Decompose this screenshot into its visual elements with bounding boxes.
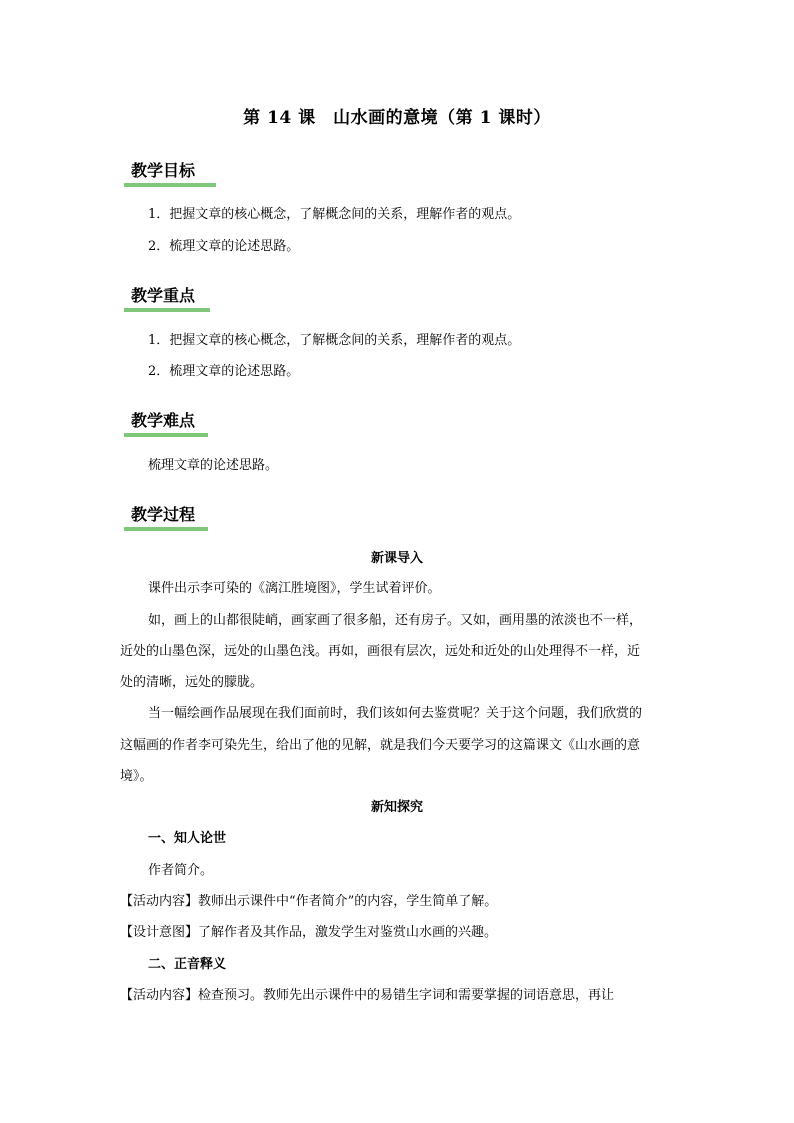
paragraph-line: 如，画上的山都很陡峭，画家画了很多船，还有房子。又如，画用墨的浓淡也不一样，: [148, 613, 643, 628]
page-title: 第 14 课 山水画的意境（第 1 课时）: [243, 108, 551, 128]
paragraph-line: 境》。: [120, 769, 153, 784]
section-heading-objectives: [124, 160, 216, 186]
paragraph-line: 处的清晰，远处的朦胧。: [120, 675, 264, 690]
heading-underline: [124, 527, 208, 531]
subheading-explore: 新知探究: [370, 800, 423, 815]
paragraph-line: 这幅画的作者李可染先生，给出了他的见解，就是我们今天要学习的这篇课文《山水画的意: [120, 738, 641, 753]
subheading-intro: 新课导入: [370, 551, 423, 566]
part-heading: 一、知人论世: [148, 831, 227, 846]
objective-item: 1．把握文章的核心概念，了解概念间的关系，理解作者的观点。: [148, 207, 521, 222]
paragraph-line: 当一幅绘画作品展现在我们面前时，我们该如何去鉴赏呢？关于这个问题，我们欣赏的: [148, 706, 643, 721]
section-heading-key-points: [124, 285, 210, 311]
paragraph-line: 课件出示李可染的《漓江胜境图》，学生试着评价。: [148, 581, 441, 596]
heading-underline: [124, 183, 216, 187]
paragraph-line: 【活动内容】检查预习。教师先出示课件中的易错生字词和需要掌握的词语意思，再让: [120, 988, 615, 1003]
section-heading-difficulties: [124, 410, 208, 436]
section-heading-label: 教学难点: [131, 411, 196, 430]
paragraph-line: 【设计意图】了解作者及其作品，激发学生对鉴赏山水画的兴趣。: [120, 925, 498, 940]
paragraph-line: 作者简介。: [148, 863, 214, 878]
section-heading-label: 教学目标: [131, 161, 196, 180]
part-heading: 二、正音释义: [148, 957, 227, 972]
heading-underline: [124, 433, 208, 437]
key-point-item: 1．把握文章的核心概念，了解概念间的关系，理解作者的观点。: [148, 333, 521, 348]
objective-item: 2．梳理文章的论述思路。: [148, 239, 300, 254]
heading-underline: [124, 308, 210, 312]
section-heading-label: 教学重点: [131, 286, 196, 305]
difficulty-item: 梳理文章的论述思路。: [148, 458, 279, 473]
section-heading-label: 教学过程: [131, 505, 196, 524]
key-point-item: 2．梳理文章的论述思路。: [148, 364, 300, 379]
paragraph-line: 【活动内容】教师出示课件中“作者简介”的内容，学生简单了解。: [120, 894, 498, 909]
section-heading-process: [124, 504, 208, 530]
paragraph-line: 近处的山墨色深，远处的山墨色浅。再如，画很有层次，远处和近处的山处理得不一样，近: [120, 644, 641, 659]
